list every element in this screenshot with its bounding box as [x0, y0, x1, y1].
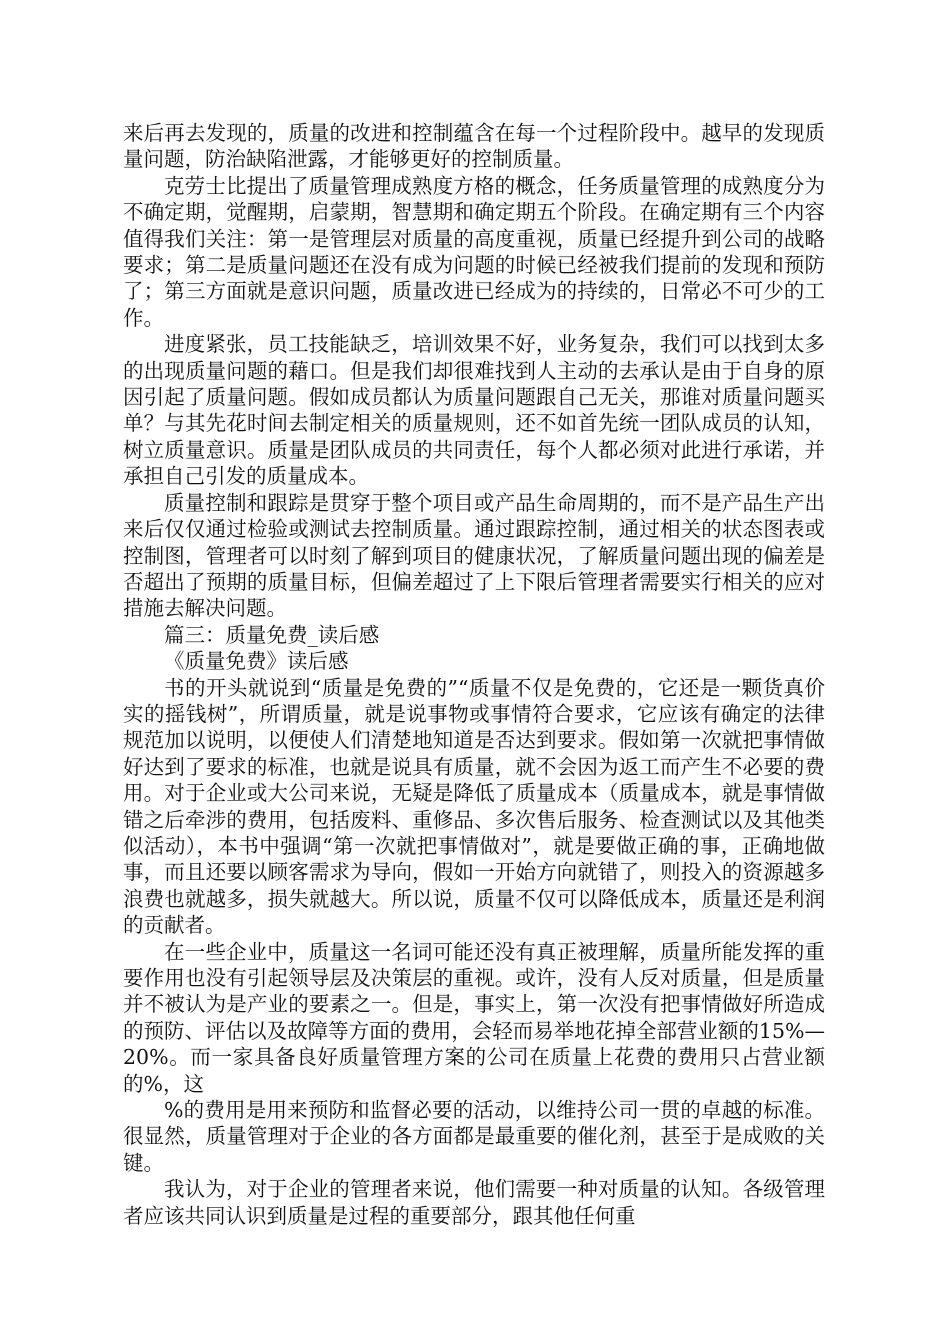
- paragraph-enterprise-quality: 在一些企业中，质量这一名词可能还没有真正被理解，质量所能发挥的重要作用也没有引起领导层及决策层的重视。或许，没有人反对质量，但是质量并不被认为是产业的要素之一。但是，事实上，第一次没有把事情做好所造成的预防、评估以及故障等方面的费用，会轻而易举地花掉全部营业额的15%—20%。而一家具备良好质量管理方案的公司在质量上花费的费用只占营业额的%，这: [123, 939, 825, 1096]
- paragraph-managers-view: 我认为，对于企业的管理者来说，他们需要一种对质量的认知。各级管理者应该共同认识到质量是过程的重要部分，跟其他任何重: [123, 1177, 825, 1228]
- paragraph-continuation: 来后再去发现的，质量的改进和控制蕴含在每一个过程阶段中。越早的发现质量问题，防治缺陷泄露，才能够更好的控制质量。: [123, 121, 825, 172]
- paragraph-crosby-maturity: 克劳士比提出了质量管理成熟度方格的概念，任务质量管理的成熟度分为不确定期，觉醒期，启蒙期，智慧期和确定期五个阶段。在确定期有三个内容值得我们关注：第一是管理层对质量的高度重视，质量已经提升到公司的战略要求；第二是质量问题还在没有成为问题的时候已经被我们提前的发现和预防了；第三方面就是意识问题，质量改进已经成为的持续的，日常必不可少的工作。: [123, 173, 825, 330]
- paragraph-quality-is-free: 书的开头就说到“质量是免费的”“质量不仅是免费的，它还是一颗货真价实的摇钱树”，所谓质量，就是说事物或事情符合要求，它应该有确定的法律规范加以说明，以便使人们清楚地知道是否达到要求。假如第一次就把事情做好达到了要求的标准，也就是说具有质量，就不会因为返工而产生不必要的费用。对于企业或大公司来说，无疑是降低了质量成本（质量成本，就是事情做错之后牵涉的费用，包括废料、重修品、多次售后服务、检查测试以及其他类似活动），本书中强调“第一次就把事情做对”，就是要做正确的事，正确地做事，而且还要以顾客需求为导向，假如一开始方向就错了，则投入的资源越多浪费也就越多，损失就越大。所以说，质量不仅可以降低成本，质量还是利润的贡献者。: [123, 675, 825, 938]
- document-body: [123, 120, 825, 1229]
- paragraph-quality-excuses: 进度紧张，员工技能缺乏，培训效果不好，业务复杂，我们可以找到太多的出现质量问题的藉口。但是我们却很难找到人主动的去承认是由于自身的原因引起了质量问题。假如成员都认为质量问题跟自己无关，那谁对质量问题买单？与其先花时间去制定相关的质量规则，还不如首先统一团队成员的认知，树立质量意识。质量是团队成员的共同责任，每个人都必须对此进行承诺，并承担自己引发的质量成本。: [123, 332, 825, 489]
- section-heading: 篇三：质量免费_读后感: [164, 622, 380, 647]
- section-subtitle: 《质量免费》读后感: [164, 649, 349, 674]
- paragraph-prevention-cost: %的费用是用来预防和监督必要的活动，以维持公司一贯的卓越的标准。很显然，质量管理对于企业的各方面都是最重要的催化剂，甚至于是成败的关键。: [123, 1098, 825, 1175]
- paragraph-quality-control: 质量控制和跟踪是贯穿于整个项目或产品生命周期的，而不是产品生产出来后仅仅通过检验或测试去控制质量。通过跟踪控制，通过相关的状态图表或控制图，管理者可以时刻了解到项目的健康状况，了解质量问题出现的偏差是否超出了预期的质量目标，但偏差超过了上下限后管理者需要实行相关的应对措施去解决问题。: [123, 490, 825, 621]
